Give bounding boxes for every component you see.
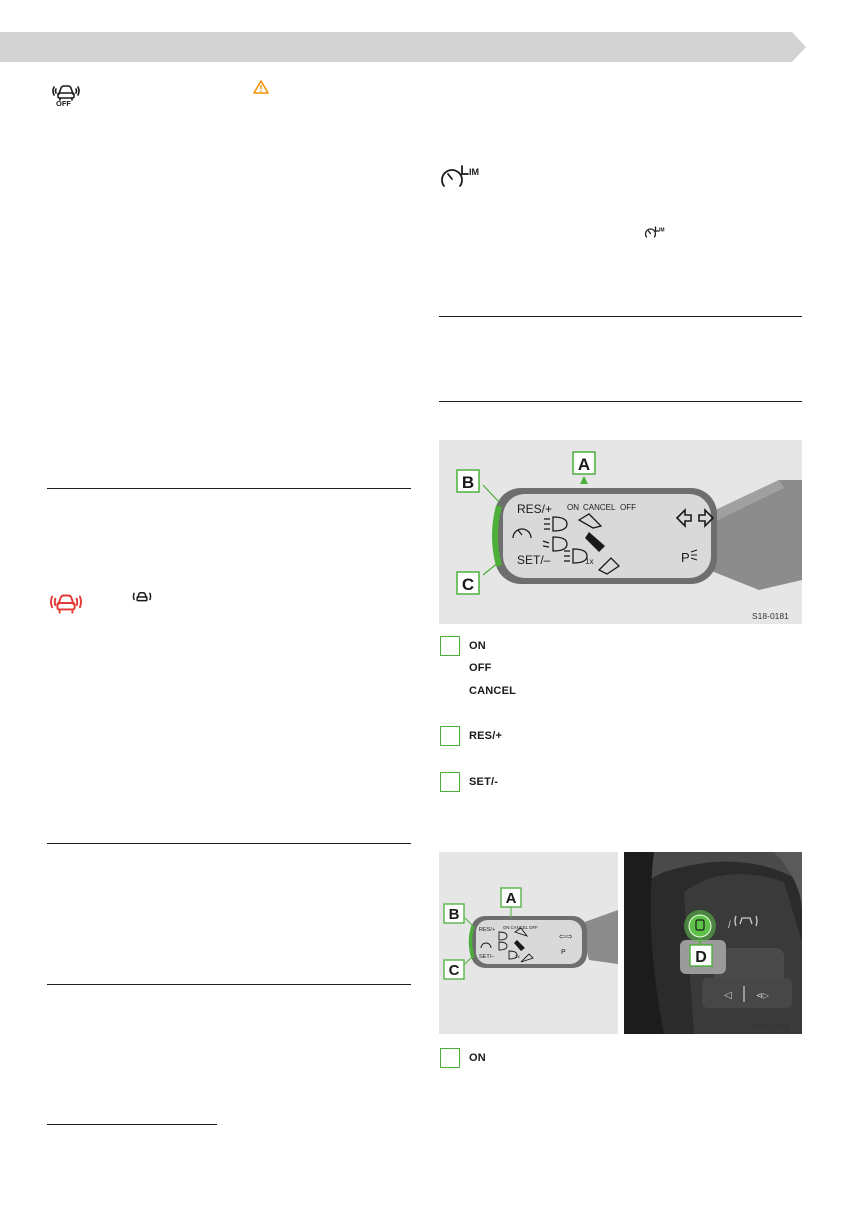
section-divider [47, 488, 411, 489]
lever-small-illustration [439, 852, 618, 1034]
lever-off-label: OFF [620, 503, 636, 512]
svg-text:IM: IM [659, 227, 665, 234]
lever-small-parking: P [561, 949, 566, 956]
legend-box-c [440, 772, 460, 792]
legend-term-res: RES/+ [469, 730, 503, 742]
lever-small-turn-arrows: ⇦⇨ [559, 932, 573, 941]
section-divider [439, 401, 802, 402]
svg-text:/: / [728, 920, 731, 931]
assist-off-icon-label: OFF [56, 99, 71, 108]
figure2-code: S19-1043 [752, 1022, 789, 1032]
legend2-box-a [440, 1048, 460, 1068]
callout-c: C [461, 575, 475, 594]
legend-term-on: ON [469, 640, 486, 652]
lever-small-1x-label: 1x [515, 954, 520, 959]
svg-text:⊲▷: ⊲▷ [756, 991, 769, 1000]
section-divider [439, 316, 802, 317]
assist-warning-red-icon [46, 588, 86, 618]
legend-term-off: OFF [469, 662, 492, 674]
footnote-divider [47, 1124, 217, 1125]
figure-code: S18-0181 [752, 611, 789, 621]
speed-limiter-icon [438, 164, 484, 192]
callout-b-small: B [448, 906, 460, 923]
steering-wheel-illustration [624, 852, 802, 1034]
svg-text:◁: ◁ [724, 990, 732, 1001]
lever-cancel-label: CANCEL [583, 503, 616, 512]
section-header-bar [0, 31, 868, 65]
assist-inline-icon [131, 588, 153, 606]
lever-small-set-label: SET/– [479, 954, 495, 960]
lever-res-label: RES/+ [517, 502, 553, 516]
lever-small-res-label: RES/+ [479, 927, 496, 933]
legend-term-cancel: CANCEL [469, 685, 517, 697]
legend-box-b [440, 726, 460, 746]
callout-a: A [577, 455, 591, 474]
callout-b: B [461, 473, 475, 492]
lever-illustration [439, 440, 802, 624]
lever-on-label: ON [567, 503, 579, 512]
lever-set-label: SET/– [517, 553, 551, 567]
callout-d: D [695, 949, 707, 966]
legend-term-set: SET/- [469, 776, 499, 788]
legend2-term-on: ON [469, 1052, 486, 1064]
svg-text:P: P [681, 550, 690, 565]
callout-a-small: A [505, 890, 517, 907]
lever-small-top-labels: ON CANCEL OFF [503, 925, 538, 930]
legend-box-a [440, 636, 460, 656]
lever-1x-label: 1x [585, 557, 594, 566]
speed-limiter-inline-icon [643, 226, 667, 240]
warning-icon [253, 80, 269, 94]
section-divider [47, 843, 411, 844]
callout-c-small: C [448, 962, 460, 979]
section-divider [47, 984, 411, 985]
svg-text:IM: IM [469, 167, 479, 177]
